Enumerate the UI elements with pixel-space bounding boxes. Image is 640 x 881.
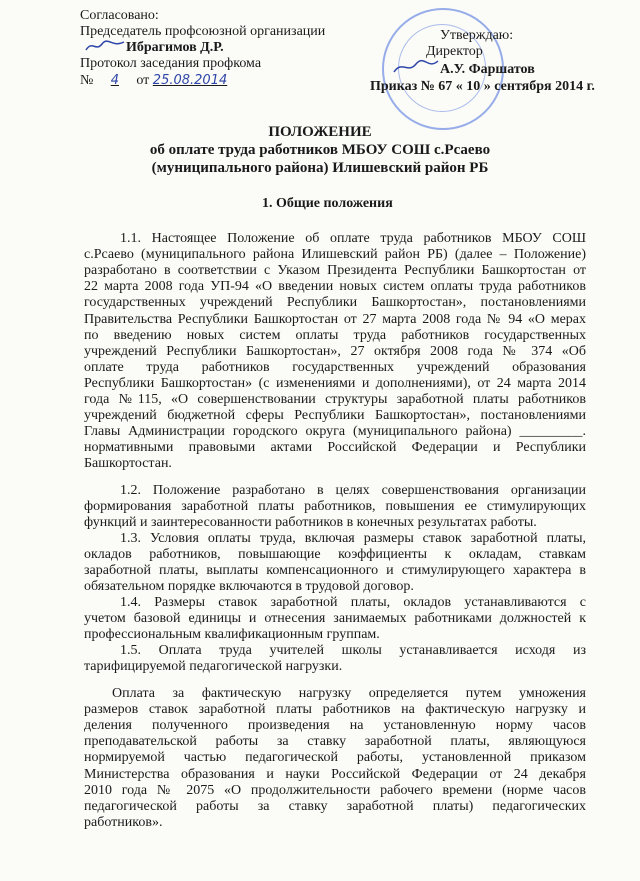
paragraph-line: тарифицируемой педагогической нагрузки.	[84, 659, 343, 675]
paragraph-line: разработано в соответствии с Указом Президента Республики Башкортостан от	[84, 263, 586, 279]
paragraph-line: 1.1. Настоящее Положение об оплате труда работников МБОУ СОШ	[120, 231, 586, 246]
approval-right-role: Директор	[426, 44, 483, 59]
paragraph-line: окладов работников, повышающие коэффициенты к окладам, ставкам	[84, 547, 586, 563]
paragraph-line: года №115, «О совершенствовании структуры заработной платы работников	[84, 392, 586, 407]
paragraph-line: 1.5. Оплата труда учителей школы устанавливается исходя из	[120, 643, 586, 658]
paragraph-line: профессиональным квалификационным группам.	[84, 627, 380, 643]
paragraph-line: по введению новых систем оплаты труда работников государственных	[84, 327, 586, 343]
paragraph-line: государственных учреждений Республики Башкортостан», постановлениями	[84, 295, 586, 311]
protocol-date: 25.08.2014	[152, 73, 228, 88]
paragraph-line: нормативными правовыми актами Российской Федерации и Республики	[84, 440, 586, 456]
paragraph-line: 2010 года № 2075 «О продолжительности рабочего времени (норме часов	[84, 782, 586, 798]
section-heading: 1. Общие положения	[262, 196, 393, 211]
paragraph-line: формирования заработной платы работников, повышения ее стимулирующих	[84, 499, 586, 515]
number-prefix: №	[80, 73, 94, 88]
paragraph-line: учетом базовой единицы и отнесения занимаемых работниками должностей к	[84, 611, 586, 627]
director-signature	[392, 58, 440, 76]
paragraph-line: деления полученного произведения на установленную норму часов	[84, 718, 586, 734]
date-prefix: от	[136, 73, 150, 88]
paragraph-line: преподавательской работы за ставку заработной платы, являющуюся	[84, 734, 586, 750]
paragraph-line: оплате труда работников государственных учреждений образования	[84, 359, 586, 375]
paragraph-line: обязательном порядке включаются в трудовой договор.	[84, 579, 414, 595]
paragraph-line: Правительства Республики Башкортостан от 27 марта 2008 года № 94 «О мерах	[84, 311, 586, 327]
protocol-number-line	[80, 73, 265, 89]
paragraph-line: Республики Башкортостан» (с изменениями и дополнениями), от 24 марта 2014	[84, 375, 586, 391]
paragraph-line: 22 марта 2008 года УП-94 «О введении новых систем оплаты труда работников	[84, 279, 586, 295]
paragraph-line: 1.2. Положение разработано в целях совершенствования организации	[120, 483, 586, 498]
order-line: Приказ № 67 « 10 » сентября 2014 г.	[370, 79, 595, 94]
paragraph-line: размеров ставок заработной платы работников на фактическую нагрузку и	[84, 702, 586, 718]
paragraph-line: Башкортостан.	[84, 456, 172, 472]
document-subtitle-1: об оплате труда работников МБОУ СОШ с.Рсаево	[149, 142, 491, 158]
approval-left-title: Согласовано:	[80, 8, 159, 23]
paragraph-line: работников».	[84, 814, 163, 830]
chairman-signature	[84, 38, 126, 54]
paragraph-line: Главы Администрации городского округа (муниципального района) _________.	[84, 424, 586, 440]
document-title: ПОЛОЖЕНИЕ	[268, 124, 372, 140]
protocol-label: Протокол заседания профкома	[80, 56, 262, 71]
director-name: А.У. Фаршатов	[440, 62, 535, 77]
document-subtitle-2: (муниципального района) Илишевский район РБ	[151, 160, 489, 176]
protocol-number: 4	[110, 73, 119, 88]
paragraph-line: учреждений бюджетной сферы Республики Башкортостан», постановлениями	[84, 408, 586, 424]
approval-left-role: Председатель профсоюзной организации	[80, 24, 326, 39]
paragraph-line: Министерства образования и науки Российской Федерации от 24 декабря	[84, 766, 586, 782]
paragraph-line: функций и заинтересованности работников в конечных результатах работы.	[84, 515, 537, 531]
paragraph-line: с.Рсаево (муниципального района Илишевский район РБ) (далее – Положение)	[84, 247, 586, 263]
paragraph-line: педагогической работы за ставку заработной платы) педагогических	[84, 798, 586, 814]
paragraph-line: заработной платы, выплаты компенсационного и стимулирующего характера в	[84, 563, 586, 579]
paragraph-line: 1.4. Размеры ставок заработной платы, окладов устанавливаются с	[120, 595, 586, 610]
approval-right-title: Утверждаю:	[440, 28, 514, 43]
chairman-name: Ибрагимов Д.Р.	[126, 40, 224, 55]
paragraph-line: нормируемой частью педагогической работы, установленной приказом	[84, 750, 586, 766]
paragraph-line: учреждений Республики Башкортостан», 27 октября 2008 года № 374 «Об	[84, 343, 586, 359]
paragraph-line: 1.3. Условия оплаты труда, включая размеры ставок заработной платы,	[120, 531, 586, 546]
paragraph-line: Оплата за фактическую нагрузку определяется путем умножения	[112, 686, 586, 701]
